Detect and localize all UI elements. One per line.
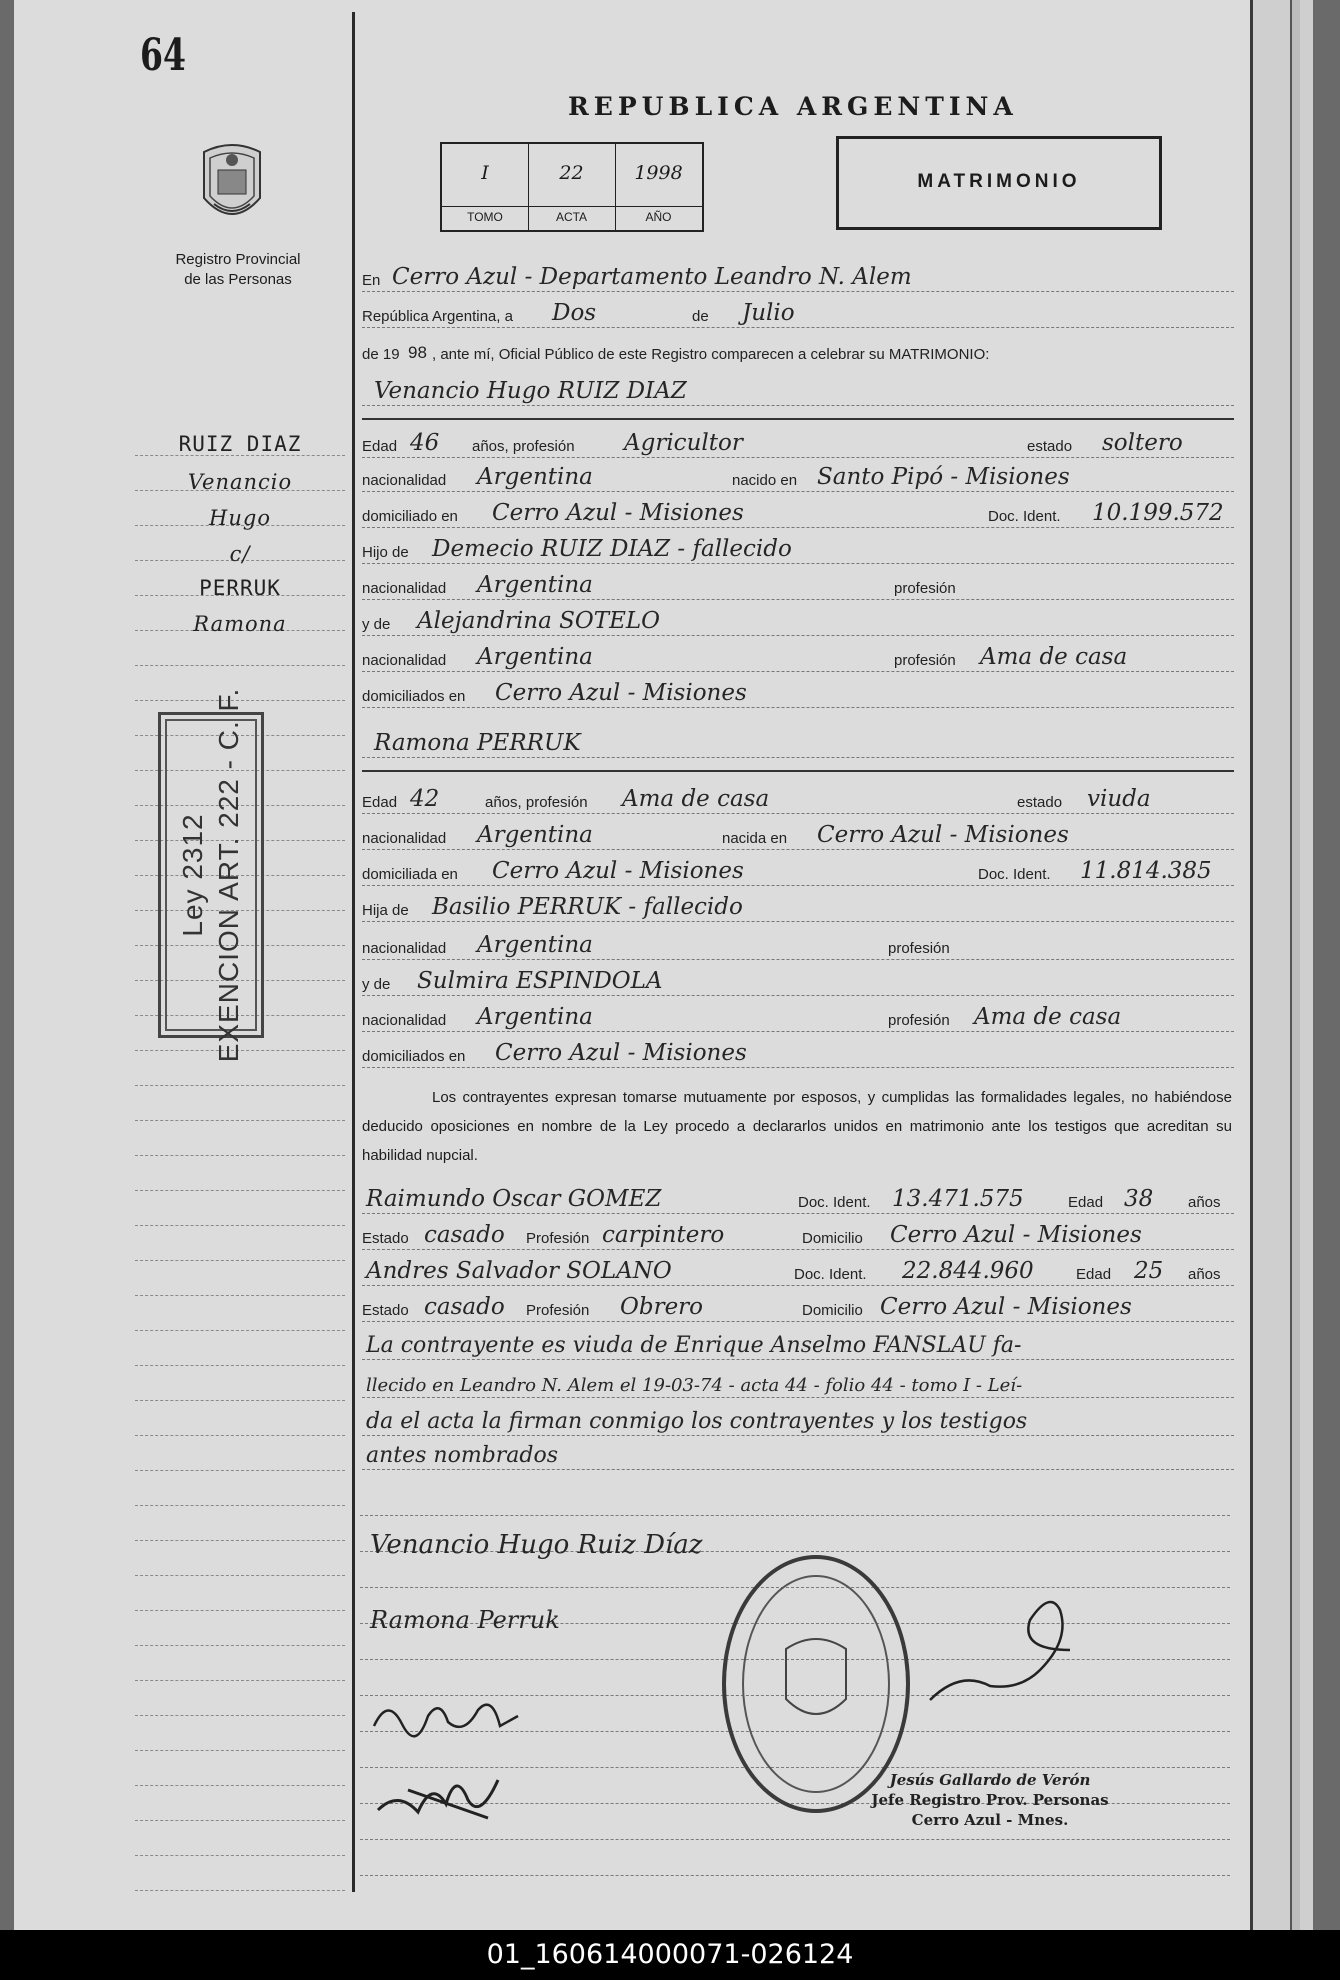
label-edad: Edad xyxy=(362,794,398,811)
row-groom-age xyxy=(362,428,1234,462)
margin-rule xyxy=(135,1400,345,1401)
label-en: En xyxy=(362,272,381,289)
witness1-status: casado xyxy=(424,1222,505,1248)
record-type: MATRIMONIO xyxy=(917,171,1081,192)
label-profesion: años, profesión xyxy=(472,438,575,455)
bride-name: Ramona PERRUK xyxy=(374,730,581,756)
row-bride-name xyxy=(362,728,1234,762)
row-groom-name xyxy=(362,376,1234,410)
row-bride-age xyxy=(362,784,1234,818)
margin-rule xyxy=(135,1645,345,1646)
groom-father: Demecio RUIZ DIAZ - fallecido xyxy=(432,536,792,562)
label-nacionalidad: nacionalidad xyxy=(362,830,447,847)
note-text-4: antes nombrados xyxy=(366,1443,559,1468)
registry-line1: Registro Provincial xyxy=(175,251,301,268)
row-date xyxy=(362,298,1234,332)
margin-surname-bride: PERRUK xyxy=(199,576,281,600)
signature-rule xyxy=(360,1875,1230,1876)
margin-rule xyxy=(135,1225,345,1226)
row-groom-mother xyxy=(362,606,1234,640)
row-bride-father-nat xyxy=(362,930,1234,964)
row-bride-father xyxy=(362,892,1234,926)
document-title: REPUBLICA ARGENTINA xyxy=(568,92,1018,121)
margin-rule xyxy=(135,1295,345,1296)
label-profesion: Profesión xyxy=(526,1302,590,1319)
note-line-1 xyxy=(362,1330,1234,1364)
label-domiciliados: domiciliados en xyxy=(362,688,466,705)
official-location: Cerro Azul - Mnes. xyxy=(911,1811,1069,1829)
seal-emblem-icon xyxy=(766,1629,866,1739)
registry-line2: de las Personas xyxy=(184,271,292,288)
groom-father-nationality: Argentina xyxy=(477,572,593,598)
signature-rule xyxy=(360,1515,1230,1516)
bride-profession: Ama de casa xyxy=(622,786,770,812)
margin-rule xyxy=(135,665,345,666)
groom-status: soltero xyxy=(1102,430,1183,456)
margin-rule xyxy=(135,1155,345,1156)
groom-name: Venancio Hugo RUIZ DIAZ xyxy=(374,378,687,404)
groom-profession: Agricultor xyxy=(624,430,743,456)
record-type-box xyxy=(836,136,1162,230)
label-nacionalidad: nacionalidad xyxy=(362,580,447,597)
label-edad: Edad xyxy=(362,438,398,455)
groom-age: 46 xyxy=(410,430,440,456)
groom-mother-profession: Ama de casa xyxy=(980,644,1128,670)
margin-surname-groom: RUIZ DIAZ xyxy=(178,432,302,456)
margin-rule xyxy=(135,1855,345,1856)
bride-status: viuda xyxy=(1087,786,1151,812)
signature-witness1 xyxy=(368,1686,548,1746)
witness2-address: Cerro Azul - Misiones xyxy=(880,1294,1132,1320)
groom-mother: Alejandrina SOTELO xyxy=(417,608,661,634)
book-edge xyxy=(1250,0,1313,1930)
margin-rule xyxy=(135,1085,345,1086)
note-text-3: da el acta la firman conmigo los contrayentes y los testigos xyxy=(366,1409,1028,1434)
label-estado: Estado xyxy=(362,1230,409,1247)
witness1-name: Raimundo Oscar GOMEZ xyxy=(366,1186,662,1212)
row-bride-nat xyxy=(362,820,1234,854)
label-profesion: profesión xyxy=(888,1012,950,1029)
row-bride-parents-dom xyxy=(362,1038,1234,1072)
margin-name-bride: Ramona xyxy=(193,612,287,636)
label-nacionalidad: nacionalidad xyxy=(362,472,447,489)
label-nacionalidad: nacionalidad xyxy=(362,1012,447,1029)
year: 98 xyxy=(408,343,427,362)
ano-label: AÑO xyxy=(615,206,702,224)
groom-address: Cerro Azul - Misiones xyxy=(492,500,744,526)
margin-rule xyxy=(135,1575,345,1576)
stamp-line1: Ley 2312 xyxy=(177,813,208,937)
signature-groom: Venancio Hugo Ruiz Díaz xyxy=(370,1530,703,1560)
label-doc: Doc. Ident. xyxy=(978,866,1051,883)
margin-rule xyxy=(135,1470,345,1471)
bride-father-nationality: Argentina xyxy=(477,932,593,958)
bride-mother-nationality: Argentina xyxy=(477,1004,593,1030)
label-profesion: Profesión xyxy=(526,1230,590,1247)
separator-bride xyxy=(362,770,1234,772)
footer-id: 01_160614000071-026124 xyxy=(0,1930,1340,1980)
groom-doc: 10.199.572 xyxy=(1092,500,1224,526)
note-line-2 xyxy=(362,1368,1234,1402)
legal-text: Los contrayentes expresan tomarse mutuamente por esposos, y cumplidas las formalidades legales, no habiéndose deducido oposiciones en nombre de la Ley procedo a declararlos unidos en matrimonio ante los testigos que acreditan su habilidad nupcial. xyxy=(362,1089,1232,1164)
label-profesion: profesión xyxy=(888,940,950,957)
label-domicilio: Domicilio xyxy=(802,1230,863,1247)
tomo-label: TOMO xyxy=(442,206,528,224)
label-hija: Hija de xyxy=(362,902,409,919)
row-groom-mother-nat xyxy=(362,642,1234,676)
book-edge-inner xyxy=(1290,0,1300,1930)
label-domiciliada: domiciliada en xyxy=(362,866,458,883)
margin-rule xyxy=(135,1680,345,1681)
label-anos: años xyxy=(1188,1194,1221,1211)
label-domicilio: Domicilio xyxy=(802,1302,863,1319)
note-text-1: La contrayente es viuda de Enrique Anselmo FANSLAU fa- xyxy=(366,1333,1022,1358)
signature-bride: Ramona Perruk xyxy=(370,1606,560,1634)
witness2-status: casado xyxy=(424,1294,505,1320)
registry-label xyxy=(150,250,326,290)
label-nacionalidad: nacionalidad xyxy=(362,652,447,669)
label-year: de 19 xyxy=(362,346,400,363)
row-witness2 xyxy=(362,1256,1234,1290)
bride-parents-address: Cerro Azul - Misiones xyxy=(495,1040,747,1066)
label-profesion: profesión xyxy=(894,652,956,669)
label-nacida: nacida en xyxy=(722,830,788,847)
label-estado: estado xyxy=(1027,438,1073,455)
margin-name2-groom: Hugo xyxy=(209,506,271,530)
row-bride-mother-nat xyxy=(362,1002,1234,1036)
label-doc: Doc. Ident. xyxy=(794,1266,867,1283)
witness2-doc: 22.844.960 xyxy=(902,1258,1034,1284)
label-estado: estado xyxy=(1017,794,1063,811)
record-box xyxy=(440,142,704,232)
row-bride-dom xyxy=(362,856,1234,890)
witness2-age: 25 xyxy=(1134,1258,1164,1284)
margin-rule xyxy=(135,1540,345,1541)
acta-value: 22 xyxy=(559,162,584,184)
label-domiciliados: domiciliados en xyxy=(362,1048,466,1065)
bride-mother-profession: Ama de casa xyxy=(974,1004,1122,1030)
declaration: , ante mí, Oficial Público de este Registro comparecen a celebrar su MATRIMONIO: xyxy=(432,346,990,363)
groom-nationality: Argentina xyxy=(477,464,593,490)
margin-rule xyxy=(135,1750,345,1751)
margin-rule xyxy=(135,1330,345,1331)
row-groom-father xyxy=(362,534,1234,568)
label-doc: Doc. Ident. xyxy=(988,508,1061,525)
bride-doc: 11.814.385 xyxy=(1080,858,1212,884)
month: Julio xyxy=(742,300,795,326)
note-text-2: llecido en Leandro N. Alem el 19-03-74 - acta 44 - folio 44 - tomo I - Leí- xyxy=(366,1375,1023,1396)
row-witness1-details xyxy=(362,1220,1234,1254)
label-edad: Edad xyxy=(1076,1266,1112,1283)
bride-father: Basilio PERRUK - fallecido xyxy=(432,894,743,920)
label-edad: Edad xyxy=(1068,1194,1104,1211)
label-nacionalidad: nacionalidad xyxy=(362,940,447,957)
signature-rule xyxy=(360,1839,1230,1840)
label-nacido: nacido en xyxy=(732,472,798,489)
exemption-stamp xyxy=(158,687,264,1063)
note-line-4 xyxy=(362,1440,1234,1474)
note-line-3 xyxy=(362,1406,1234,1440)
official-name: Jesús Gallardo de Verón xyxy=(889,1771,1091,1789)
groom-mother-nationality: Argentina xyxy=(477,644,593,670)
row-witness1 xyxy=(362,1184,1234,1218)
margin-rule xyxy=(135,1610,345,1611)
margin-rule xyxy=(135,1190,345,1191)
witness1-profession: carpintero xyxy=(602,1222,725,1248)
folio-number: 64 xyxy=(140,30,186,81)
bride-mother: Sulmira ESPINDOLA xyxy=(417,968,663,994)
stamp-line2: EXENCION ART. 222 - C. F. xyxy=(213,687,244,1063)
row-bride-mother xyxy=(362,966,1234,1000)
groom-birthplace: Santo Pipó - Misiones xyxy=(817,464,1070,490)
margin-rule xyxy=(135,1890,345,1891)
label-hijo: Hijo de xyxy=(362,544,409,561)
witness1-age: 38 xyxy=(1124,1186,1154,1212)
row-place xyxy=(362,262,1234,296)
official-title: Jefe Registro Prov. Personas xyxy=(871,1791,1109,1809)
witness1-doc: 13.471.575 xyxy=(892,1186,1024,1212)
crest-icon xyxy=(196,138,268,234)
signature-witness2 xyxy=(368,1760,528,1830)
margin-rule xyxy=(135,1260,345,1261)
label-estado: Estado xyxy=(362,1302,409,1319)
bride-address: Cerro Azul - Misiones xyxy=(492,858,744,884)
label-republica: República Argentina, a xyxy=(362,308,513,325)
signature-official xyxy=(920,1590,1100,1720)
margin-name-groom: Venancio xyxy=(187,470,293,494)
row-groom-father-nat xyxy=(362,570,1234,604)
official-caption xyxy=(860,1770,1120,1830)
separator-groom xyxy=(362,418,1234,420)
label-de: de xyxy=(692,308,709,325)
row-groom-parents-dom xyxy=(362,678,1234,712)
bride-age: 42 xyxy=(410,786,440,812)
label-domiciliado: domiciliado en xyxy=(362,508,458,525)
margin-rule xyxy=(135,1435,345,1436)
margin-rule xyxy=(135,1715,345,1716)
witness1-address: Cerro Azul - Misiones xyxy=(890,1222,1142,1248)
label-profesion: profesión xyxy=(894,580,956,597)
row-witness2-details xyxy=(362,1292,1234,1326)
margin-rule xyxy=(135,1820,345,1821)
bride-birthplace: Cerro Azul - Misiones xyxy=(817,822,1069,848)
row-year xyxy=(362,336,1234,370)
margin-rule xyxy=(135,1785,345,1786)
row-groom-dom xyxy=(362,498,1234,532)
ano-value: 1998 xyxy=(634,162,683,184)
bride-nationality: Argentina xyxy=(477,822,593,848)
margin-rule xyxy=(135,1365,345,1366)
label-doc: Doc. Ident. xyxy=(798,1194,871,1211)
witness2-name: Andres Salvador SOLANO xyxy=(366,1258,672,1284)
label-y-de: y de xyxy=(362,616,391,633)
label-y-de: y de xyxy=(362,976,391,993)
label-profesion: años, profesión xyxy=(485,794,588,811)
margin-rule xyxy=(135,1120,345,1121)
acta-label: ACTA xyxy=(528,206,615,224)
witness2-profession: Obrero xyxy=(620,1294,704,1320)
tomo-value: I xyxy=(481,162,489,184)
day: Dos xyxy=(552,300,597,326)
groom-parents-address: Cerro Azul - Misiones xyxy=(495,680,747,706)
row-groom-nat xyxy=(362,462,1234,496)
place: Cerro Azul - Departamento Leandro N. Alem xyxy=(392,264,912,290)
margin-divider xyxy=(352,12,355,1892)
label-anos: años xyxy=(1188,1266,1221,1283)
margin-rule xyxy=(135,1505,345,1506)
margin-connector: c/ xyxy=(229,542,251,566)
